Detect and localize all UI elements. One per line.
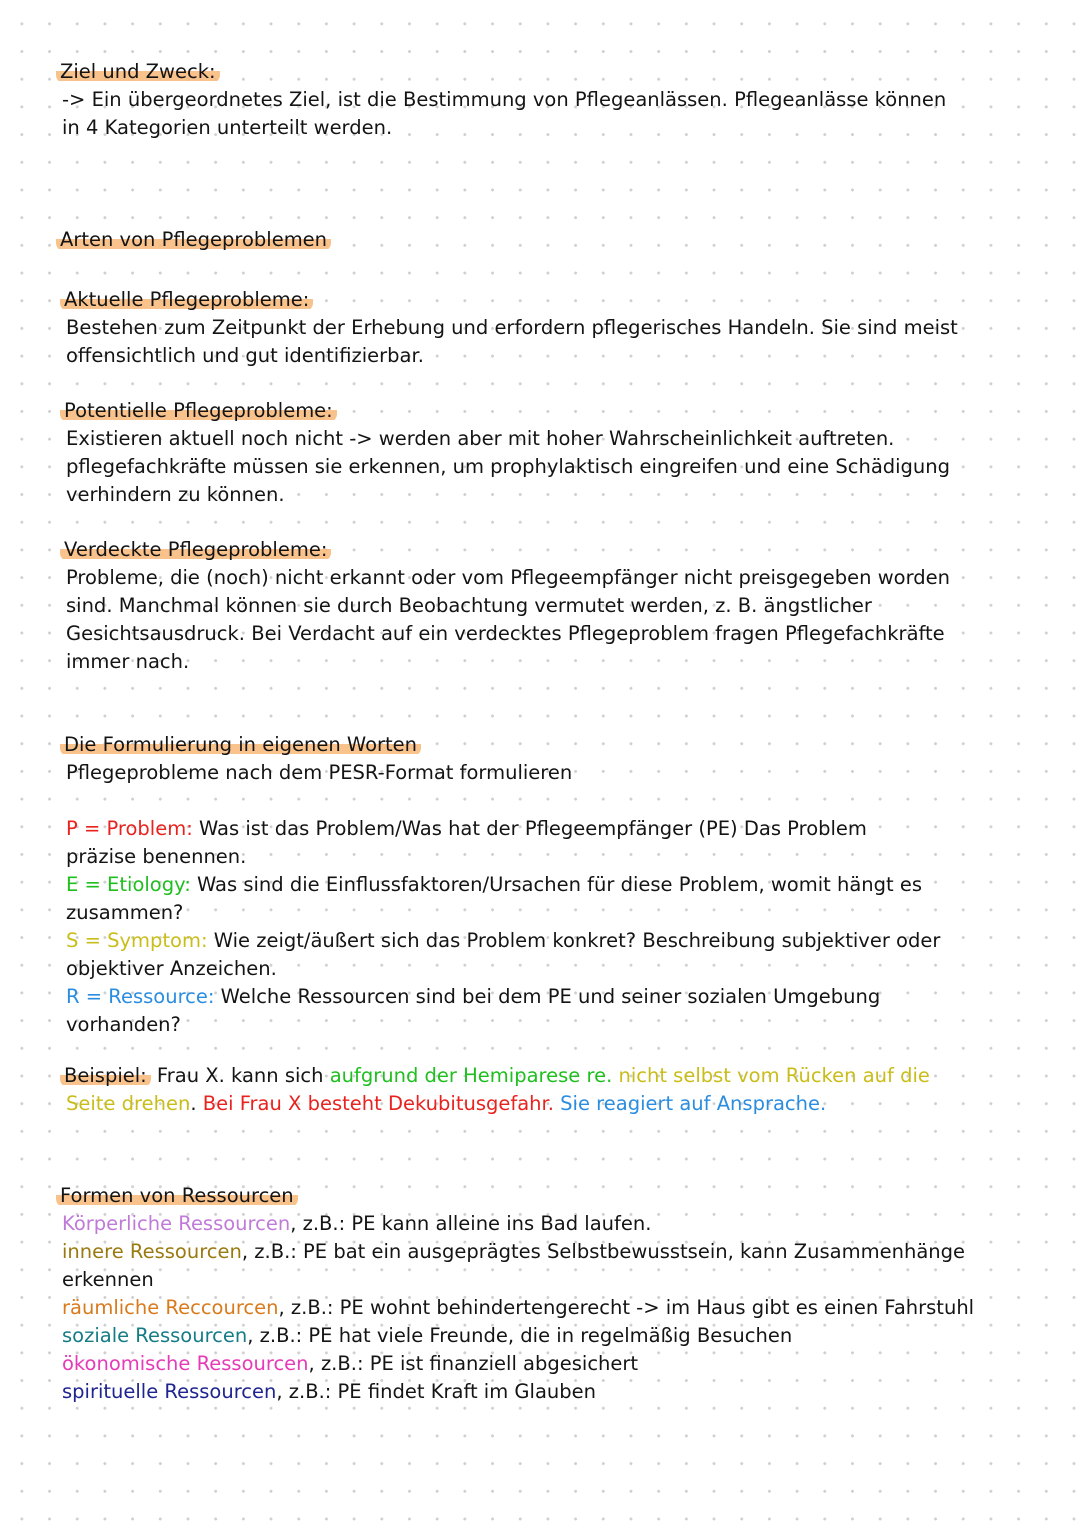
formulierung-intro: Pflegeprobleme nach dem PESR-Format formulieren [66,761,573,784]
ziel-section [62,58,946,142]
formen-item [62,1322,974,1350]
pesr-s-line [66,927,940,955]
formen-spirituell-label: spirituelle Ressourcen [62,1380,277,1403]
potentielle-heading: Potentielle Pflegeprobleme: [60,399,337,422]
pesr-e-text-cont: zusammen? [66,901,184,924]
beispiel-section [66,1062,930,1118]
pesr-e-line [66,871,940,899]
pesr-r-label: R = Ressource: [66,985,215,1008]
pesr-p-text-cont: präzise benennen. [66,845,247,868]
pesr-e-label: E = Etiology: [66,873,191,896]
beispiel-line [66,1062,930,1090]
verdeckte-text-line: sind. Manchmal können sie durch Beobachtung vermutet werden, z. B. ängstlicher [66,594,872,617]
arten-heading: Arten von Pflegeproblemen [56,228,331,251]
formen-section [62,1182,974,1406]
pesr-r-text-cont: vorhanden? [66,1013,181,1036]
pesr-e-text: Was sind die Einflussfaktoren/Ursachen für diese Problem, womit hängt es [190,873,923,896]
pesr-r-text: Welche Ressourcen sind bei dem PE und seiner sozialen Umgebung [214,985,881,1008]
formen-koerperlich-text: , z.B.: PE kann alleine ins Bad laufen. [290,1212,652,1235]
beispiel-label: Beispiel: [60,1064,151,1087]
aktuelle-heading: Aktuelle Pflegeprobleme: [60,288,313,311]
formen-spirituell-text: , z.B.: PE findet Kraft im Glauben [276,1380,596,1403]
verdeckte-heading: Verdeckte Pflegeprobleme: [60,538,331,561]
pesr-p-text: Was ist das Problem/Was hat der Pflegeempfänger (PE) Das Problem [192,817,867,840]
formen-item [62,1210,974,1238]
formen-item [62,1294,974,1322]
pesr-p-line [66,815,940,843]
formen-koerperlich-label: Körperliche Ressourcen [62,1212,291,1235]
potentielle-section [66,397,950,509]
formen-oekonomisch-label: ökonomische Ressourcen [62,1352,309,1375]
formen-oekonomisch-text: , z.B.: PE ist finanziell abgesichert [308,1352,639,1375]
formulierung-heading: Die Formulierung in eigenen Worten [60,733,421,756]
beispiel-symptom: nicht selbst vom Rücken auf die [612,1064,930,1087]
beispiel-problem: Bei Frau X besteht Dekubitusgefahr. [202,1092,554,1115]
beispiel-ressource: Sie reagiert auf Ansprache. [553,1092,827,1115]
formulierung-section [66,731,572,787]
formen-item [62,1350,974,1378]
ziel-text-line: in 4 Kategorien unterteilt werden. [62,116,393,139]
aktuelle-text-line: Bestehen zum Zeitpunkt der Erhebung und erfordern pflegerisches Handeln. Sie sind meist [66,316,958,339]
potentielle-text-line: Existieren aktuell noch nicht -> werden aber mit hoher Wahrscheinlichkeit auftreten. [66,427,895,450]
pesr-p-label: P = Problem: [66,817,193,840]
beispiel-etiology: aufgrund der Hemiparese re. [329,1064,613,1087]
beispiel-text: Frau X. kann sich [150,1064,330,1087]
pesr-list [66,815,940,1039]
aktuelle-text-line: offensichtlich und gut identifizierbar. [66,344,424,367]
formen-sozial-label: soziale Ressourcen [62,1324,248,1347]
formen-sozial-text: , z.B.: PE hat viele Freunde, die in regelmäßig Besuchen [247,1324,793,1347]
formen-item [62,1238,974,1266]
formen-innere-text: , z.B.: PE bat ein ausgeprägtes Selbstbewusstsein, kann Zusammenhänge [241,1240,966,1263]
aktuelle-section [66,286,958,370]
formen-innere-text-cont: erkennen [62,1268,154,1291]
ziel-text-line: -> Ein übergeordnetes Ziel, ist die Bestimmung von Pflegeanlässen. Pflegeanlässe können [62,88,947,111]
potentielle-text-line: pflegefachkräfte müssen sie erkennen, um prophylaktisch eingreifen und eine Schädigung [66,455,951,478]
verdeckte-section [66,536,950,676]
formen-innere-label: innere Ressourcen [62,1240,242,1263]
verdeckte-text-line: Gesichtsausdruck. Bei Verdacht auf ein verdecktes Pflegeproblem fragen Pflegefachkräfte [66,622,945,645]
formen-raeumlich-label: räumliche Reccourcen [62,1296,279,1319]
potentielle-text-line: verhindern zu können. [66,483,285,506]
verdeckte-text-line: immer nach. [66,650,190,673]
ziel-heading: Ziel und Zweck: [56,60,220,83]
pesr-s-text: Wie zeigt/äußert sich das Problem konkret? Beschreibung subjektiver oder [207,929,941,952]
formen-heading: Formen von Ressourcen [56,1184,298,1207]
pesr-s-label: S = Symptom: [66,929,208,952]
beispiel-dot: . [190,1092,203,1115]
beispiel-symptom-cont: Seite drehen [66,1092,191,1115]
pesr-s-text-cont: objektiver Anzeichen. [66,957,277,980]
verdeckte-text-line: Probleme, die (noch) nicht erkannt oder vom Pflegeempfänger nicht preisgegeben worden [66,566,951,589]
arten-section [62,226,331,254]
formen-item [62,1378,974,1406]
beispiel-line [66,1090,930,1118]
pesr-r-line [66,983,940,1011]
formen-raeumlich-text: , z.B.: PE wohnt behindertengerecht -> im Haus gibt es einen Fahrstuhl [278,1296,975,1319]
